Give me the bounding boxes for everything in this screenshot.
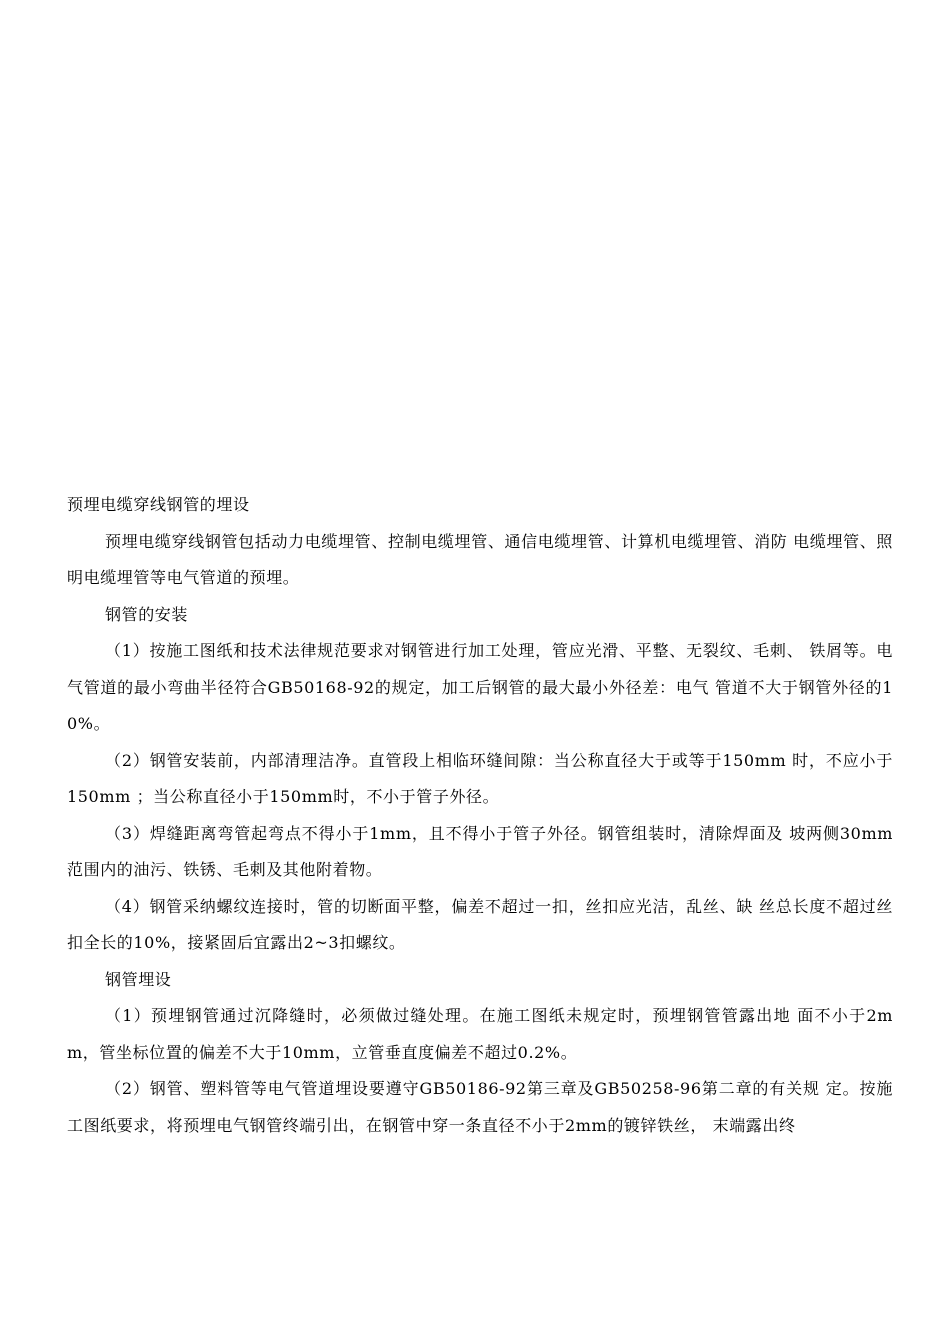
installation-item-4: （4）钢管采纳螺纹连接时，管的切断面平整，偏差不超过一扣，丝扣应光洁，乱丝、缺 丝总长度不超过丝扣全长的10%，接紧固后宜露出2~3扣螺纹。 <box>67 896 893 952</box>
document-body <box>67 487 893 1144</box>
installation-item-1: （1）按施工图纸和技术法律规范要求对钢管进行加工处理，管应光滑、平整、无裂纹、毛刺、 铁屑等。电气管道的最小弯曲半径符合GB50168-92的规定，加工后钢管的最大最小外径差：电气 管道不大于钢管外径的10%。 <box>67 641 893 733</box>
installation-item-2: （2）钢管安装前，内部清理洁净。直管段上相临环缝间隙：当公称直径大于或等于150mm 时，不应小于150mm ；当公称直径小于150mm时，不小于管子外径。 <box>67 750 893 806</box>
burial-item-2: （2）钢管、塑料管等电气管道埋设要遵守GB50186-92第三章及GB50258-96第二章的有关规 定。按施工图纸要求，将预埋电气钢管终端引出，在钢管中穿一条直径不小于2mm的镀锌铁丝， 末端露出终 <box>67 1079 893 1135</box>
document-title: 预埋电缆穿线钢管的埋设 <box>67 495 250 514</box>
intro-paragraph: 预埋电缆穿线钢管包括动力电缆埋管、控制电缆埋管、通信电缆埋管、计算机电缆埋管、消防 电缆埋管、照明电缆埋管等电气管道的预埋。 <box>67 531 893 587</box>
section-heading-installation: 钢管的安装 <box>105 604 189 624</box>
section-heading-burial: 钢管埋设 <box>105 969 172 989</box>
installation-item-3: （3）焊缝距离弯管起弯点不得小于1mm，且不得小于管子外径。钢管组装时，清除焊面及 坡两侧30mm范围内的油污、铁锈、毛刺及其他附着物。 <box>67 823 893 879</box>
burial-item-1: （1）预埋钢管通过沉降缝时，必须做过缝处理。在施工图纸未规定时，预埋钢管管露出地 面不小于2mm，管坐标位置的偏差不大于10mm，立管垂直度偏差不超过0.2%。 <box>67 1006 893 1062</box>
